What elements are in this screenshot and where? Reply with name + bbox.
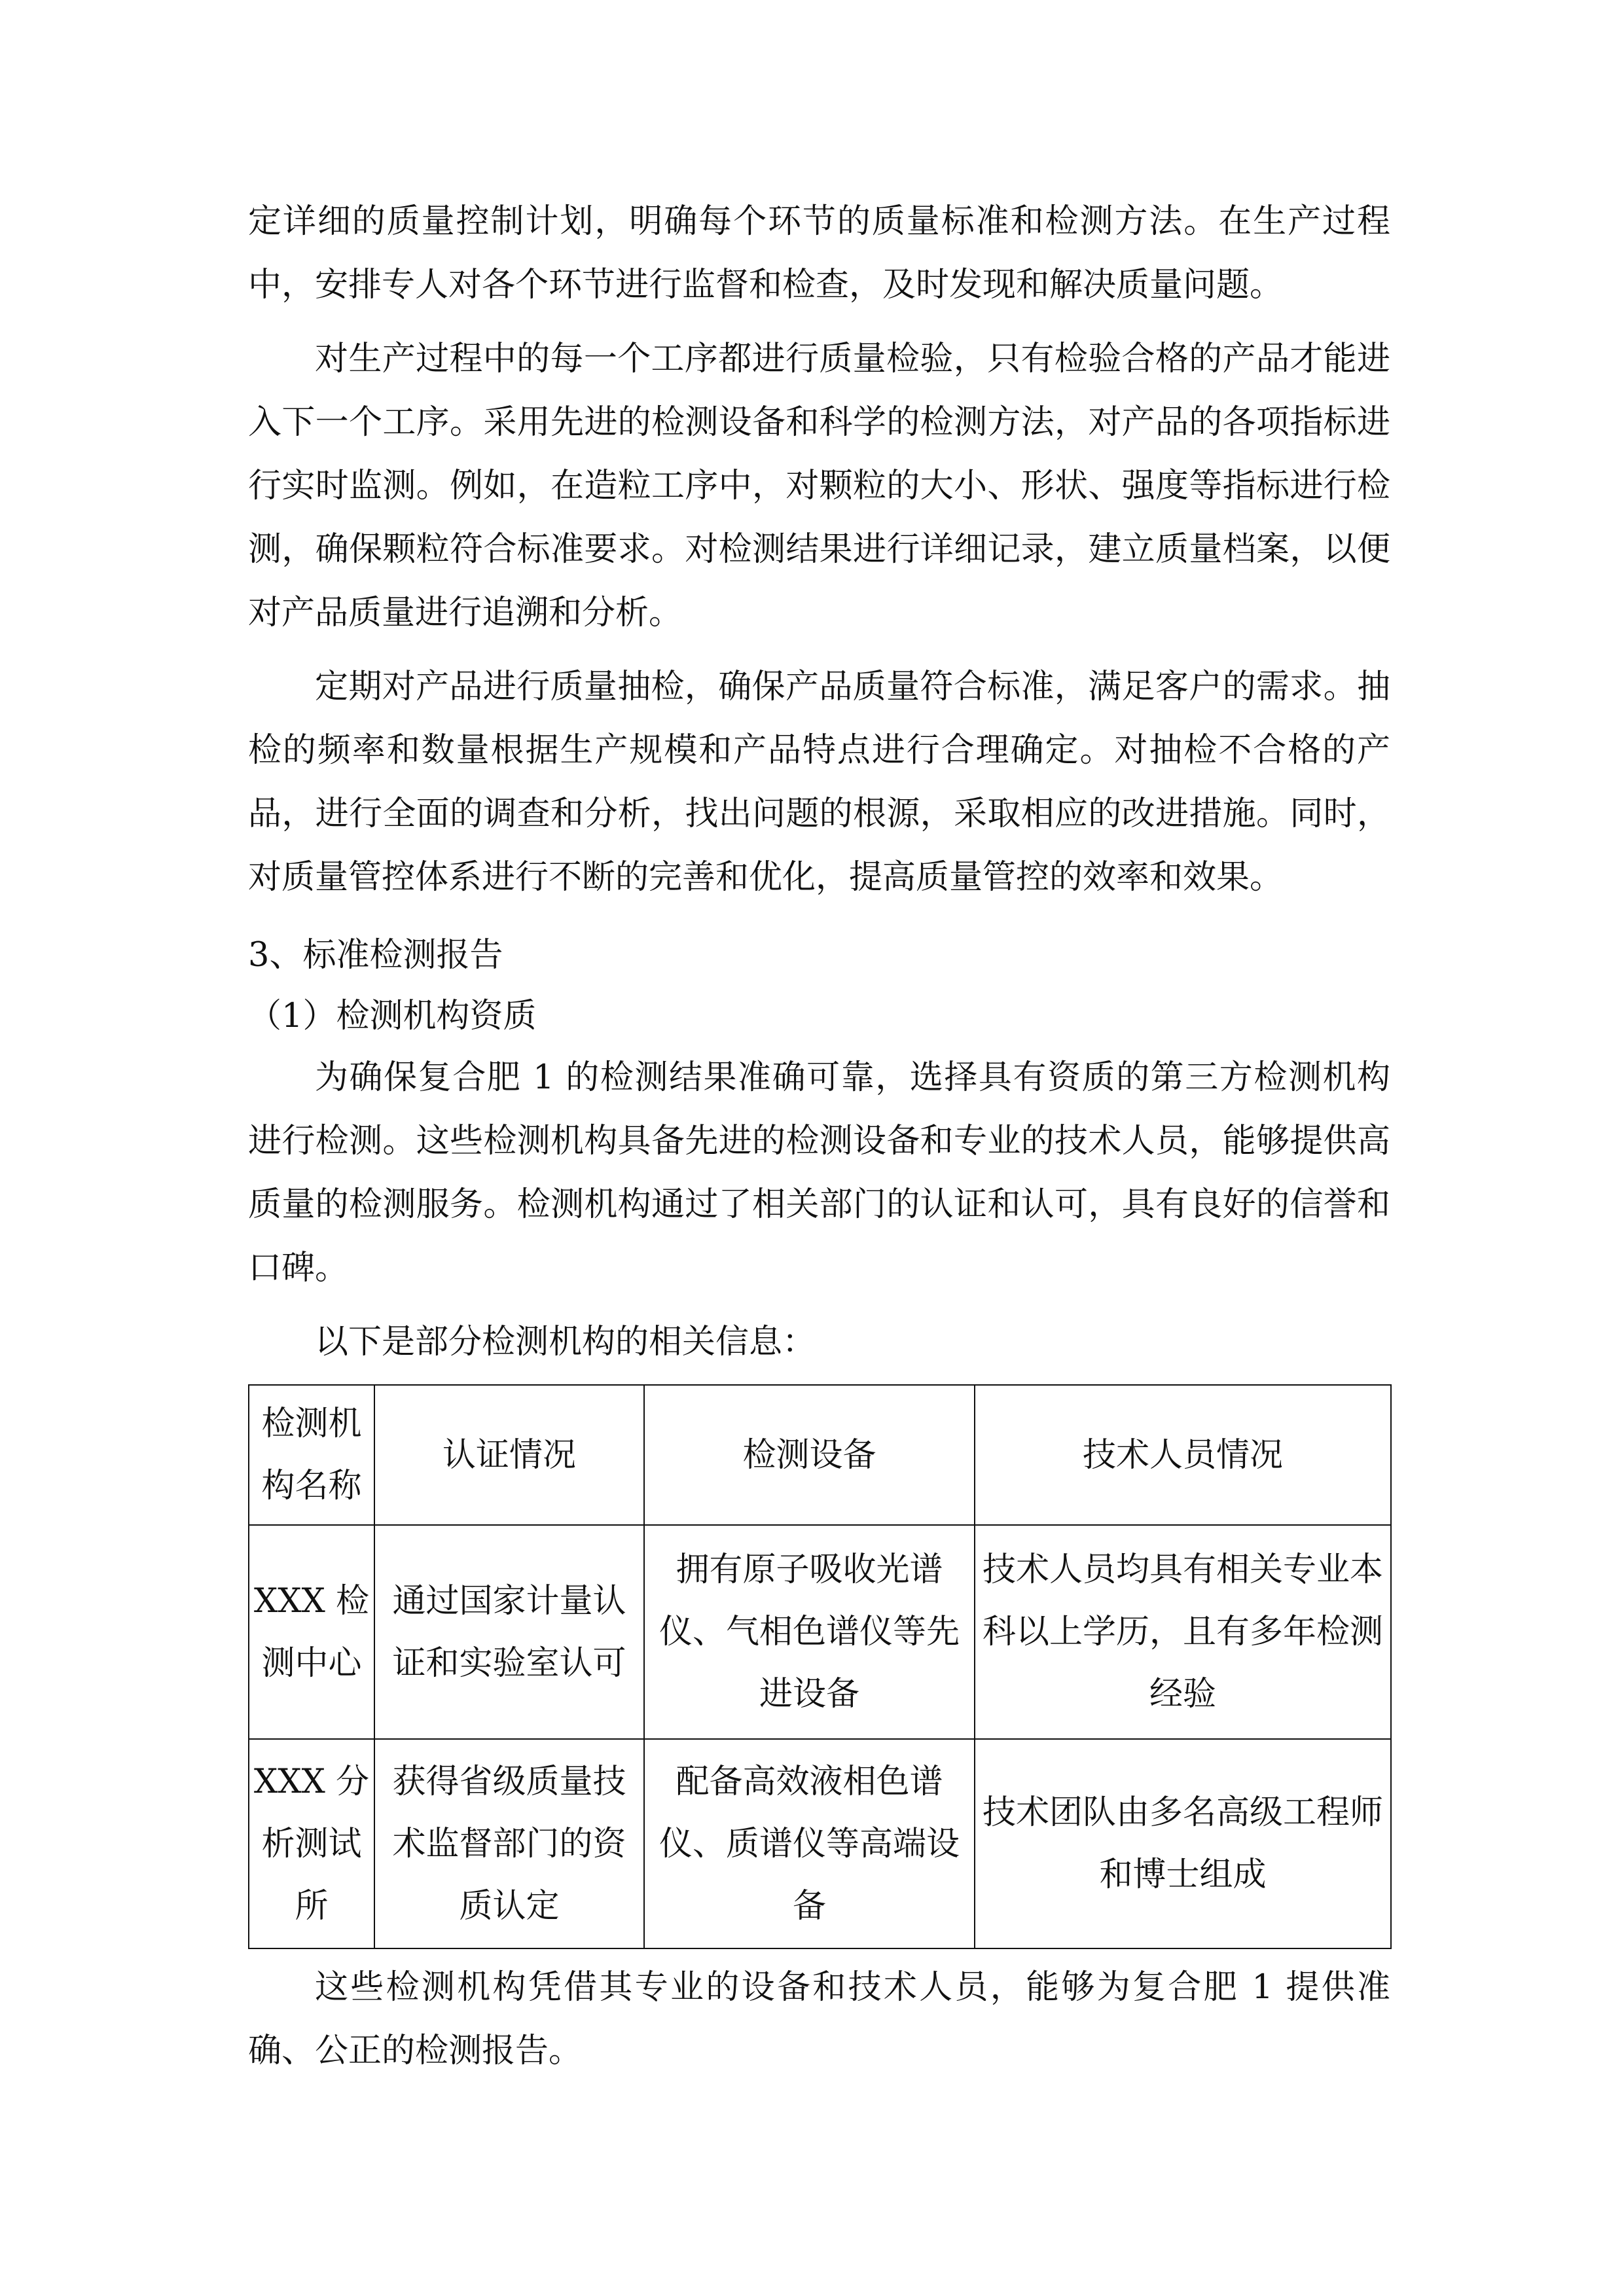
header-cell: 检测机构名称	[249, 1385, 374, 1525]
subsection-heading: （1）检测机构资质	[248, 997, 537, 1035]
paragraph: 定详细的质量控制计划，明确每个环节的质量标准和检测方法。在生产过程中，安排专人对各个环节进行监督和检查，及时发现和解决质量问题。	[248, 202, 1390, 304]
table-row	[249, 1739, 1391, 1948]
paragraph: 这些检测机构凭借其专业的设备和技术人员，能够为复合肥 1 提供准确、公正的检测报告。	[248, 1968, 1390, 2070]
table-caption: 以下是部分检测机构的相关信息：	[315, 1323, 816, 1361]
table-cell: XXX 检测中心	[249, 1525, 374, 1739]
paragraph: 为确保复合肥 1 的检测结果准确可靠，选择具有资质的第三方检测机构进行检测。这些检测机构具备先进的检测设备和专业的技术人员，能够提供高质量的检测服务。检测机构通过了相关部门的认证和认可，具有良好的信誉和口碑。	[248, 1058, 1390, 1287]
institution-table	[248, 1384, 1392, 1949]
section-heading: 3、标准检测报告	[248, 936, 503, 975]
table-header-row	[249, 1385, 1391, 1525]
table-row	[249, 1525, 1391, 1739]
table-cell: 技术人员均具有相关专业本科以上学历，且有多年检测经验	[975, 1525, 1391, 1739]
header-cell: 认证情况	[374, 1385, 644, 1525]
table-cell: 技术团队由多名高级工程师和博士组成	[975, 1739, 1391, 1948]
table-cell: 通过国家计量认证和实验室认可	[374, 1525, 644, 1739]
table-cell: 拥有原子吸收光谱仪、气相色谱仪等先进设备	[644, 1525, 975, 1739]
table-cell: 获得省级质量技术监督部门的资质认定	[374, 1739, 644, 1948]
document-page	[248, 190, 1390, 2083]
paragraph: 对生产过程中的每一个工序都进行质量检验，只有检验合格的产品才能进入下一个工序。采用先进的检测设备和科学的检测方法，对产品的各项指标进行实时监测。例如，在造粒工序中，对颗粒的大小、形状、强度等指标进行检测，确保颗粒符合标准要求。对检测结果进行详细记录，建立质量档案，以便对产品质量进行追溯和分析。	[248, 340, 1390, 632]
header-cell: 技术人员情况	[975, 1385, 1391, 1525]
paragraph: 定期对产品进行质量抽检，确保产品质量符合标准，满足客户的需求。抽检的频率和数量根据生产规模和产品特点进行合理确定。对抽检不合格的产品，进行全面的调查和分析，找出问题的根源，采取相应的改进措施。同时，对质量管控体系进行不断的完善和优化，提高质量管控的效率和效果。	[248, 668, 1390, 897]
header-cell: 检测设备	[644, 1385, 975, 1525]
table-cell: 配备高效液相色谱仪、质谱仪等高端设备	[644, 1739, 975, 1948]
table-cell: XXX 分析测试所	[249, 1739, 374, 1948]
